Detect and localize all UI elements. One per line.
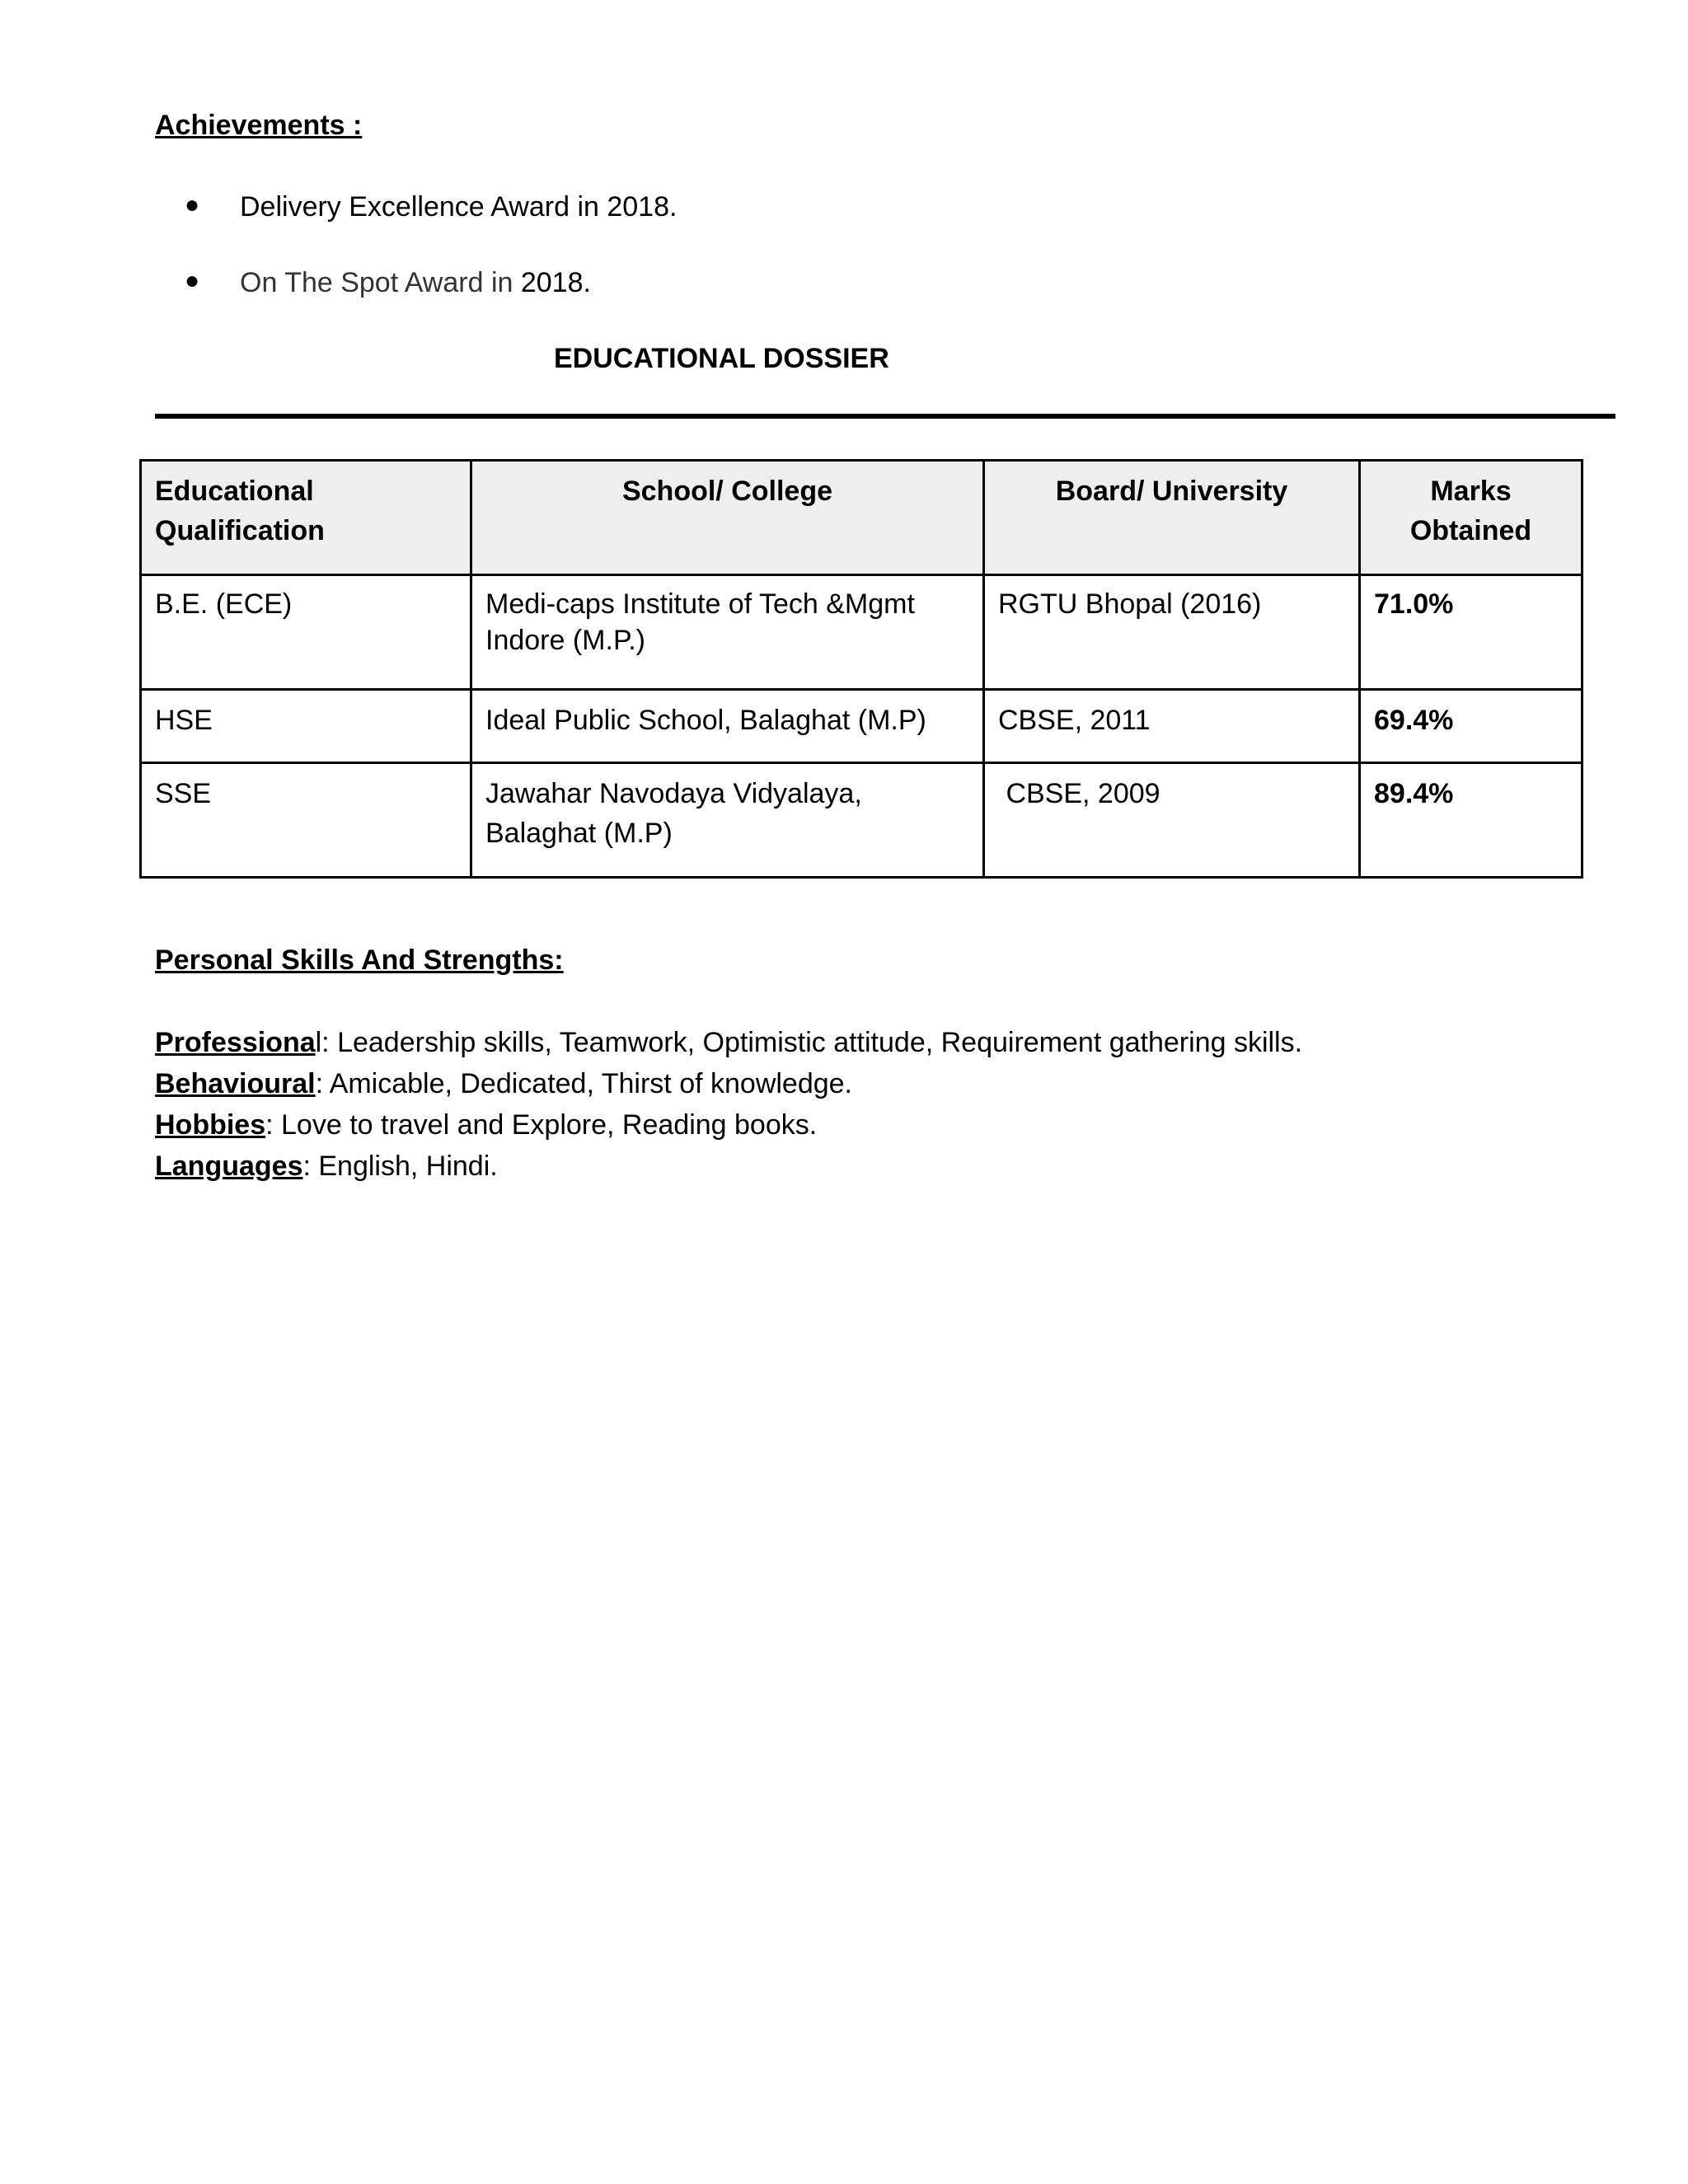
cell-board: CBSE, 2011 — [984, 690, 1360, 763]
achievement-text — [240, 267, 591, 299]
educational-dossier-title: EDUCATIONAL DOSSIER — [554, 343, 889, 374]
achievements-heading: Achievements : — [155, 110, 363, 141]
skill-behavioural — [155, 1068, 852, 1100]
cell-board: CBSE, 2009 — [984, 763, 1360, 878]
bullet-icon: ● — [185, 191, 200, 218]
cell-marks: 71.0% — [1360, 575, 1582, 690]
skills-heading: Personal Skills And Strengths: — [155, 944, 564, 976]
skill-label: Behavioural — [155, 1068, 316, 1099]
table-row — [141, 763, 1582, 878]
achievement-text-main: On The Spot Award in — [240, 267, 521, 298]
header-marks: Marks Obtained — [1360, 461, 1582, 575]
skill-text: : English, Hindi. — [302, 1151, 498, 1182]
cell-school: Medi-caps Institute of Tech &Mgmt Indore (M.P.) — [471, 575, 984, 690]
skill-text: l: Leadership skills, Teamwork, Optimistic attitude, Requirement gathering skills. — [315, 1027, 1303, 1058]
section-divider — [155, 414, 1615, 419]
header-qualification: Educational Qualification — [141, 461, 471, 575]
achievement-text: Delivery Excellence Award in 2018. — [240, 191, 678, 223]
cell-marks: 89.4% — [1360, 763, 1582, 878]
skill-professional — [155, 1027, 1302, 1059]
header-school: School/ College — [471, 461, 984, 575]
bullet-icon: ● — [185, 267, 200, 294]
skill-label: Languages — [155, 1151, 303, 1182]
table-row — [141, 690, 1582, 763]
cell-school: Ideal Public School, Balaghat (M.P) — [471, 690, 984, 763]
skill-label: Professiona — [155, 1027, 316, 1058]
cell-marks: 69.4% — [1360, 690, 1582, 763]
table-row — [141, 575, 1582, 690]
table-header-row — [141, 461, 1582, 575]
cell-qualification: HSE — [141, 690, 471, 763]
cell-qualification: SSE — [141, 763, 471, 878]
skill-text: : Amicable, Dedicated, Thirst of knowledge. — [315, 1068, 853, 1099]
skill-text: : Love to travel and Explore, Reading books. — [265, 1109, 818, 1141]
header-board: Board/ University — [984, 461, 1360, 575]
skill-hobbies — [155, 1109, 817, 1141]
cell-school: Jawahar Navodaya Vidyalaya, Balaghat (M.P) — [471, 763, 984, 878]
education-table — [139, 459, 1583, 879]
cell-qualification: B.E. (ECE) — [141, 575, 471, 690]
skill-label: Hobbies — [155, 1109, 266, 1141]
skill-languages — [155, 1151, 498, 1183]
achievement-year: 2018. — [520, 267, 591, 298]
cell-board: RGTU Bhopal (2016) — [984, 575, 1360, 690]
